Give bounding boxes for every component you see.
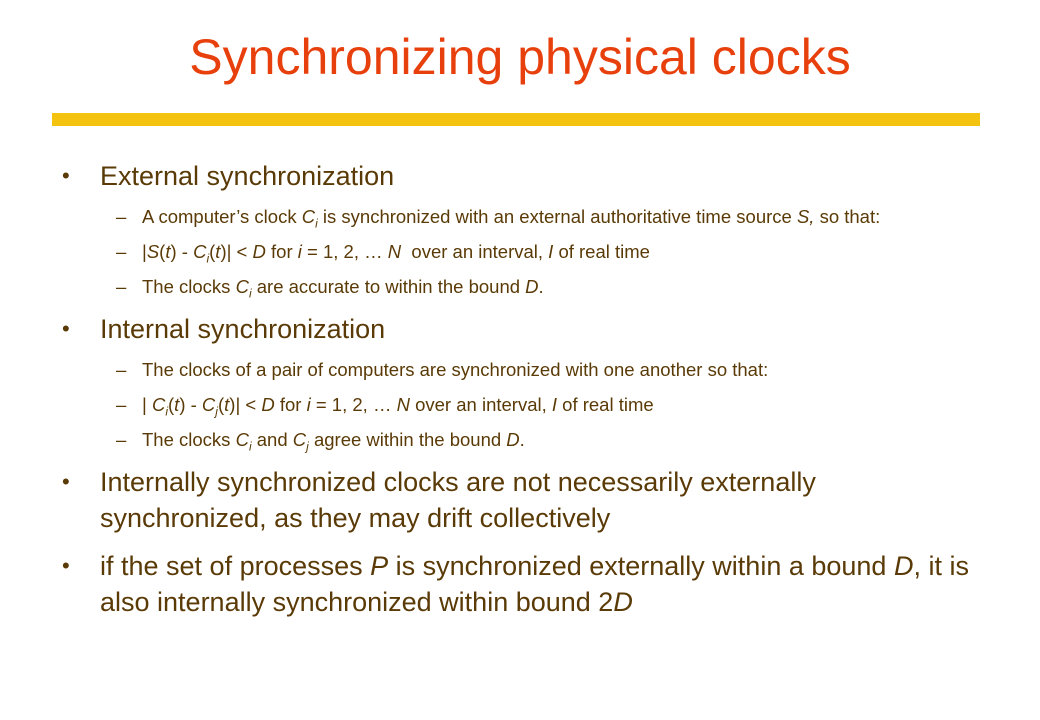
bullet-icon: • bbox=[62, 316, 70, 341]
bullet-heading: External synchronization bbox=[100, 161, 395, 191]
bullet-heading: Internal synchronization bbox=[100, 314, 386, 344]
bullet-external-synchronization bbox=[62, 158, 982, 194]
sub-item-internal-formula: – | $C_i(t) - C_j(t)| < D$ for i = 1, 2, … N over an interval, I of real time bbox=[116, 394, 654, 419]
dash-icon: – bbox=[116, 241, 127, 262]
dash-icon: – bbox=[116, 206, 127, 227]
dash-icon: – bbox=[116, 429, 127, 450]
sub-item-internal-agreement: – The clocks $C_i$ and $C_j$ agree within the bound D. bbox=[116, 429, 525, 454]
bullet-icon: • bbox=[62, 163, 70, 188]
sub-item-external-formula: – $|S(t) - C_i(t)| < D$ for i = 1, 2, … N over an interval, I of real time bbox=[116, 241, 650, 266]
sub-item-external-definition: – A computer’s clock $C_i$ is synchronized with an external authoritative time source S, so that: bbox=[116, 206, 881, 231]
slide-title: Synchronizing physical clocks bbox=[189, 29, 851, 85]
title-underline bbox=[52, 113, 980, 126]
dash-icon: – bbox=[116, 394, 127, 415]
bullet-drift-statement: • Internally synchronized clocks are not necessarily externally synchronized, as they may drift collectively bbox=[62, 464, 982, 536]
bullet-internal-synchronization bbox=[62, 311, 982, 347]
bullet-bound-statement: • if the set of processes P is synchronized externally within a bound D, it is also internally synchronized within bound 2D bbox=[62, 548, 982, 620]
bullet-icon: • bbox=[62, 553, 70, 578]
sub-item-internal-definition: – The clocks of a pair of computers are synchronized with one another so that: bbox=[116, 359, 769, 380]
dash-icon: – bbox=[116, 276, 127, 297]
dash-icon: – bbox=[116, 359, 127, 380]
sub-item-external-accuracy: – The clocks $C_i$ are accurate to within the bound D. bbox=[116, 276, 544, 301]
bullet-icon: • bbox=[62, 469, 70, 494]
slide-body bbox=[62, 158, 982, 620]
